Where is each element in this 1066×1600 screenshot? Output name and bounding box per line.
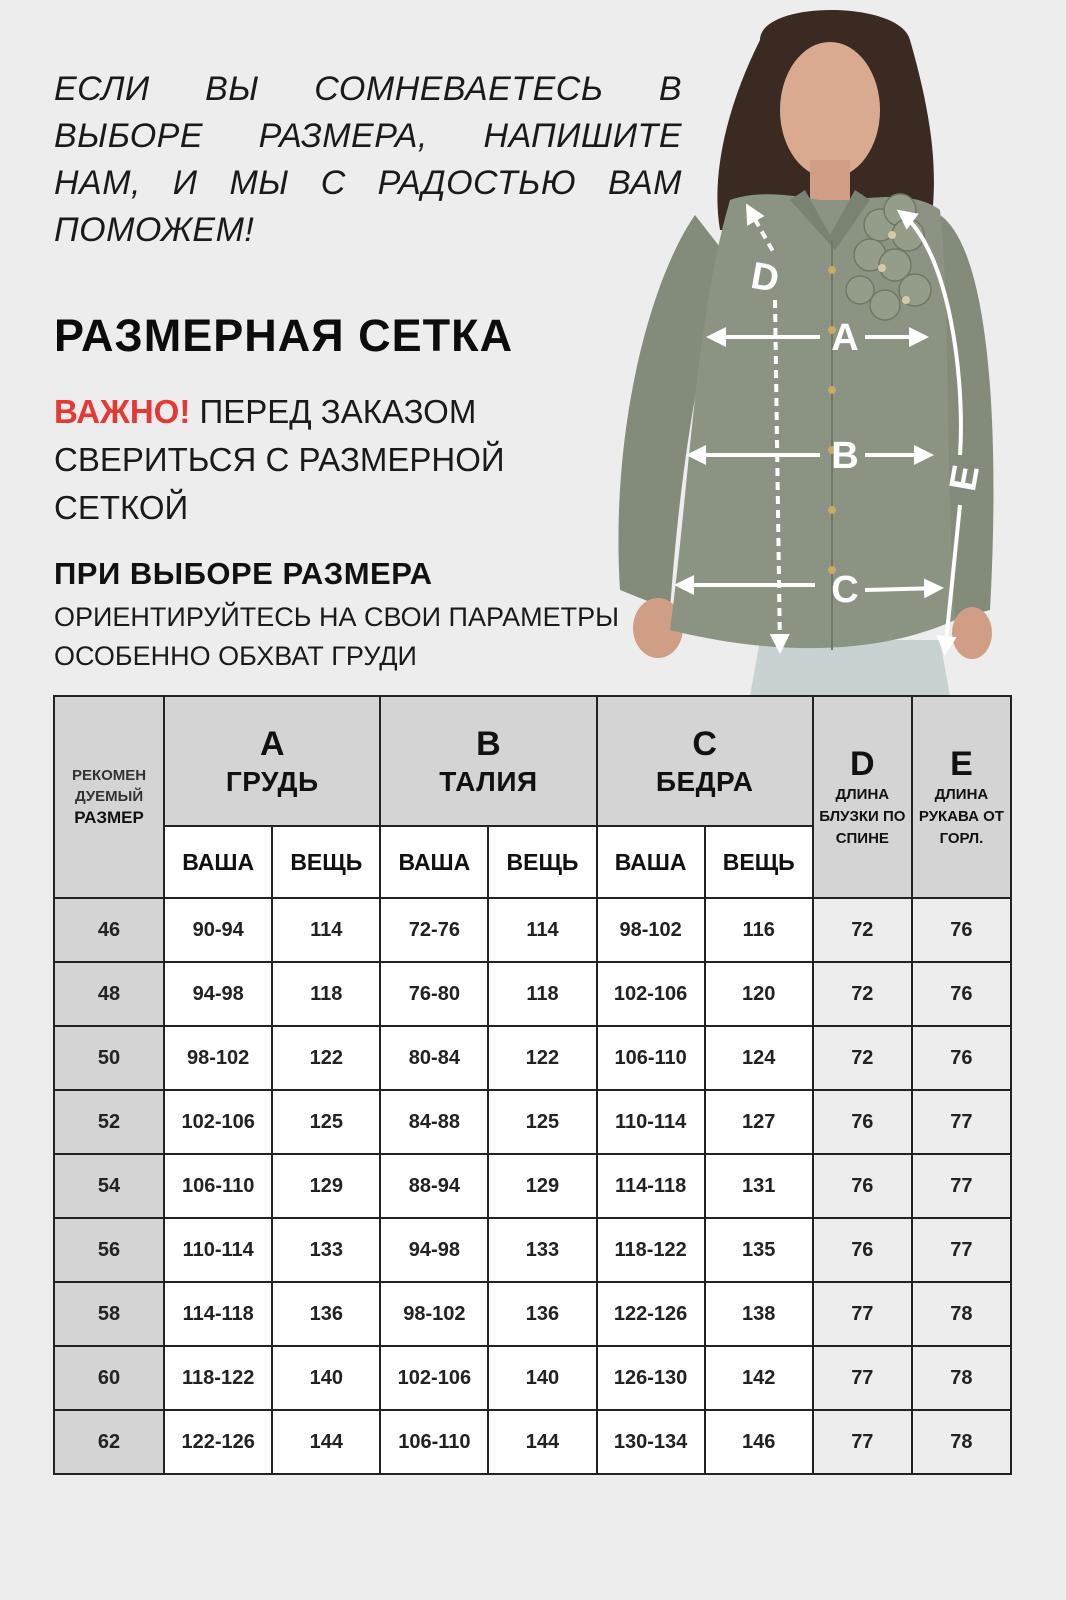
subheader-item: ВЕЩЬ (488, 826, 596, 898)
header-sleeve-length: E ДЛИНА РУКАВА ОТ ГОРЛ. (912, 696, 1011, 898)
cell-b-yours: 88-94 (380, 1154, 488, 1218)
cell-d: 76 (813, 1218, 912, 1282)
cell-c-yours: 110-114 (597, 1090, 705, 1154)
size-cell: 60 (54, 1346, 164, 1410)
table-row (54, 898, 1011, 962)
size-header: РЕКОМЕН ДУЕМЫЙ РАЗМЕР (54, 696, 164, 898)
label-b: B (831, 435, 859, 477)
choose-size-title: ПРИ ВЫБОРЕ РАЗМЕРА (54, 556, 433, 591)
cell-b-yours: 76-80 (380, 962, 488, 1026)
cell-d: 76 (813, 1154, 912, 1218)
cell-a-yours: 90-94 (164, 898, 272, 962)
cell-c-item: 131 (705, 1154, 813, 1218)
cell-a-yours: 122-126 (164, 1410, 272, 1474)
cell-b-item: 114 (488, 898, 596, 962)
cell-e: 76 (912, 898, 1011, 962)
cell-a-yours: 110-114 (164, 1218, 272, 1282)
important-text: ПЕРЕД ЗАКАЗОМ СВЕРИТЬСЯ С РАЗМЕРНОЙ СЕТКОЙ (54, 393, 505, 526)
choose-size-text: ОРИЕНТИРУЙТЕСЬ НА СВОИ ПАРАМЕТРЫ ОСОБЕННО ОБХВАТ ГРУДИ (54, 602, 620, 671)
subheader-item: ВЕЩЬ (705, 826, 813, 898)
cell-c-yours: 114-118 (597, 1154, 705, 1218)
size-cell: 50 (54, 1026, 164, 1090)
label-a: A (831, 317, 859, 359)
cell-b-item: 129 (488, 1154, 596, 1218)
cell-b-item: 133 (488, 1218, 596, 1282)
label-d: D (747, 254, 783, 302)
cell-b-yours: 72-76 (380, 898, 488, 962)
measurement-diagram (610, 0, 1066, 696)
cell-c-item: 138 (705, 1282, 813, 1346)
size-table-body (54, 898, 1011, 1474)
cell-b-yours: 102-106 (380, 1346, 488, 1410)
cell-c-item: 142 (705, 1346, 813, 1410)
header-blouse-length: D ДЛИНА БЛУЗКИ ПО СПИНЕ (813, 696, 912, 898)
cell-e: 76 (912, 1026, 1011, 1090)
table-row (54, 1346, 1011, 1410)
cell-e: 77 (912, 1154, 1011, 1218)
size-cell: 46 (54, 898, 164, 962)
cell-c-yours: 106-110 (597, 1026, 705, 1090)
size-cell: 48 (54, 962, 164, 1026)
cell-d: 72 (813, 898, 912, 962)
cell-a-item: 122 (272, 1026, 380, 1090)
cell-a-item: 133 (272, 1218, 380, 1282)
cell-b-yours: 106-110 (380, 1410, 488, 1474)
subheader-yours: ВАША (597, 826, 705, 898)
label-e: E (942, 461, 988, 495)
size-cell: 58 (54, 1282, 164, 1346)
cell-a-item: 125 (272, 1090, 380, 1154)
cell-a-yours: 98-102 (164, 1026, 272, 1090)
cell-b-yours: 80-84 (380, 1026, 488, 1090)
cell-a-yours: 94-98 (164, 962, 272, 1026)
cell-c-yours: 118-122 (597, 1218, 705, 1282)
table-row (54, 1026, 1011, 1090)
cell-b-yours: 98-102 (380, 1282, 488, 1346)
cell-b-item: 140 (488, 1346, 596, 1410)
group-header-chest: A ГРУДЬ (164, 696, 380, 826)
cell-a-item: 118 (272, 962, 380, 1026)
cell-b-item: 144 (488, 1410, 596, 1474)
cell-d: 72 (813, 962, 912, 1026)
table-row (54, 1154, 1011, 1218)
cell-a-item: 114 (272, 898, 380, 962)
cell-a-item: 140 (272, 1346, 380, 1410)
cell-a-yours: 118-122 (164, 1346, 272, 1410)
cell-d: 77 (813, 1282, 912, 1346)
table-row (54, 1090, 1011, 1154)
cell-c-item: 116 (705, 898, 813, 962)
important-note (54, 388, 554, 532)
face-shape (780, 42, 880, 178)
cell-c-yours: 102-106 (597, 962, 705, 1026)
page-title: РАЗМЕРНАЯ СЕТКА (54, 310, 514, 361)
model-photo (610, 0, 1066, 696)
label-c: C (831, 569, 859, 611)
cell-c-item: 135 (705, 1218, 813, 1282)
important-label: ВАЖНО! (54, 393, 191, 430)
table-row (54, 1218, 1011, 1282)
cell-c-yours: 98-102 (597, 898, 705, 962)
table-row (54, 962, 1011, 1026)
cell-a-yours: 114-118 (164, 1282, 272, 1346)
cell-e: 78 (912, 1346, 1011, 1410)
cell-e: 78 (912, 1282, 1011, 1346)
cell-c-item: 124 (705, 1026, 813, 1090)
cell-d: 72 (813, 1026, 912, 1090)
cell-a-item: 144 (272, 1410, 380, 1474)
subheader-item: ВЕЩЬ (272, 826, 380, 898)
cell-e: 77 (912, 1090, 1011, 1154)
cell-c-item: 127 (705, 1090, 813, 1154)
size-cell: 54 (54, 1154, 164, 1218)
cell-b-item: 122 (488, 1026, 596, 1090)
cell-e: 76 (912, 962, 1011, 1026)
size-table (53, 695, 1012, 1475)
subheader-yours: ВАША (380, 826, 488, 898)
cell-c-yours: 130-134 (597, 1410, 705, 1474)
cell-a-item: 129 (272, 1154, 380, 1218)
cell-c-yours: 126-130 (597, 1346, 705, 1410)
table-row (54, 1410, 1011, 1474)
cell-b-item: 118 (488, 962, 596, 1026)
cell-d: 77 (813, 1410, 912, 1474)
cell-d: 76 (813, 1090, 912, 1154)
cell-b-item: 125 (488, 1090, 596, 1154)
cell-b-item: 136 (488, 1282, 596, 1346)
cell-b-yours: 94-98 (380, 1218, 488, 1282)
table-row (54, 1282, 1011, 1346)
group-header-waist: B ТАЛИЯ (380, 696, 596, 826)
cell-e: 78 (912, 1410, 1011, 1474)
cell-c-item: 120 (705, 962, 813, 1026)
cell-a-yours: 102-106 (164, 1090, 272, 1154)
cell-a-yours: 106-110 (164, 1154, 272, 1218)
intro-text: ЕСЛИ ВЫ СОМНЕВАЕТЕСЬ В ВЫБОРЕ РАЗМЕРА, НАПИШИТЕ НАМ, И МЫ С РАДОСТЬЮ ВАМ ПОМОЖЕМ! (54, 70, 682, 249)
subheader-yours: ВАША (164, 826, 272, 898)
size-cell: 52 (54, 1090, 164, 1154)
cell-d: 77 (813, 1346, 912, 1410)
group-header-hips: C БЕДРА (597, 696, 813, 826)
size-cell: 56 (54, 1218, 164, 1282)
cell-b-yours: 84-88 (380, 1090, 488, 1154)
cell-e: 77 (912, 1218, 1011, 1282)
size-cell: 62 (54, 1410, 164, 1474)
cell-c-yours: 122-126 (597, 1282, 705, 1346)
cell-c-item: 146 (705, 1410, 813, 1474)
cell-a-item: 136 (272, 1282, 380, 1346)
